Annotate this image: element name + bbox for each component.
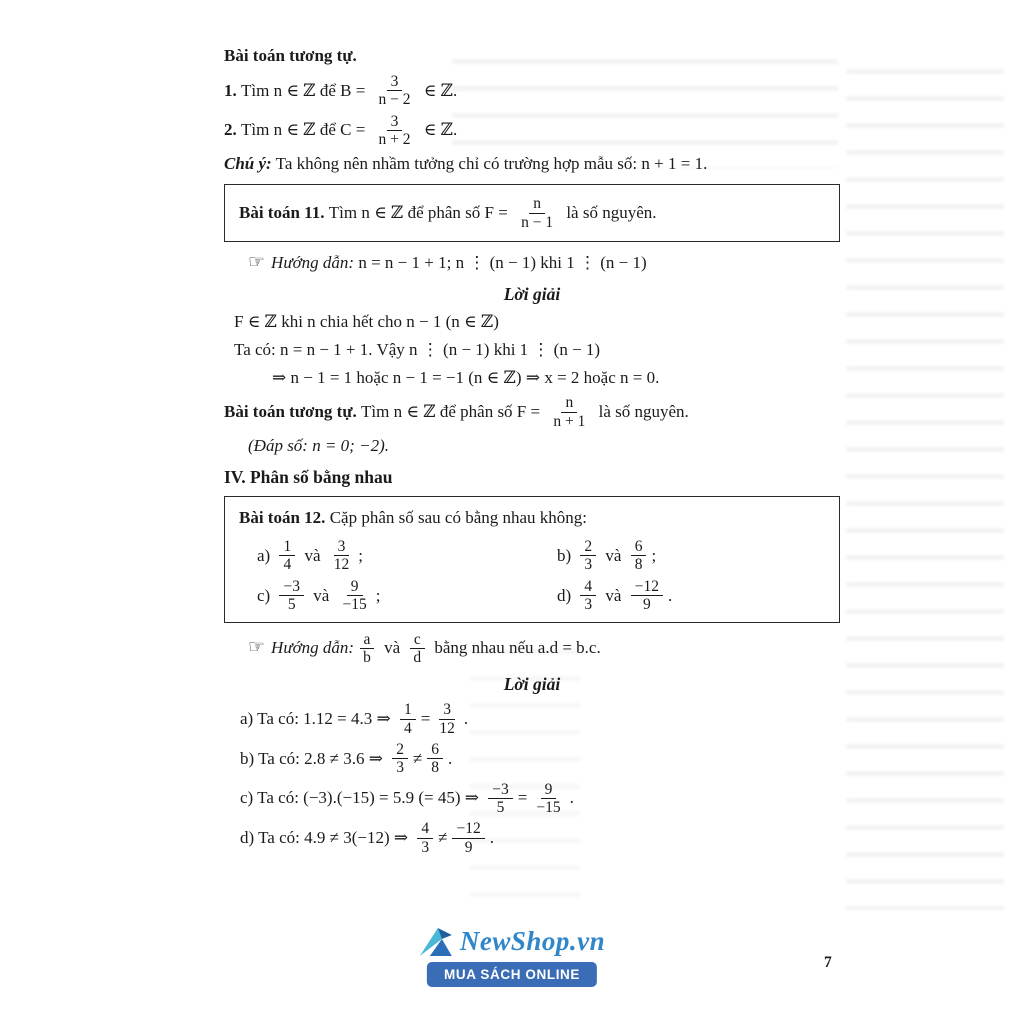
fraction-numerator: c bbox=[410, 631, 425, 649]
item-number: 1. bbox=[224, 80, 237, 100]
brand-name: NewShop.vn bbox=[459, 926, 606, 956]
fraction bbox=[549, 394, 589, 430]
pair-conjunction: và bbox=[300, 545, 325, 565]
item-number: 2. bbox=[224, 120, 237, 140]
solution-text: a) Ta có: 1.12 = 4.3 ⇒ bbox=[240, 708, 395, 728]
pair-label: d) bbox=[557, 585, 576, 605]
fraction-numerator: 9 bbox=[347, 578, 363, 596]
fraction-denominator: 3 bbox=[584, 596, 593, 614]
fraction bbox=[392, 741, 408, 777]
fraction-numerator: 3 bbox=[439, 701, 455, 719]
fraction-denominator: n + 1 bbox=[553, 412, 586, 430]
fraction bbox=[339, 578, 371, 614]
problem-12-text: Cặp phân số sau có bằng nhau không: bbox=[325, 508, 588, 528]
fraction bbox=[400, 701, 416, 737]
solution-11-line-1: F ∈ ℤ khi n chia hết cho n − 1 (n ∈ ℤ) bbox=[234, 311, 499, 331]
solution-text: d) Ta có: 4.9 ≠ 3(−12) ⇒ bbox=[240, 828, 413, 848]
fraction-denominator: n − 1 bbox=[521, 213, 554, 231]
solution-12-line-c bbox=[240, 781, 840, 817]
fraction bbox=[452, 820, 484, 856]
fraction-denominator: 4 bbox=[404, 719, 412, 737]
fraction-numerator: 2 bbox=[392, 741, 408, 759]
page-number: 7 bbox=[824, 954, 832, 971]
fraction-denominator: −15 bbox=[342, 596, 367, 614]
solution-text: b) Ta có: 2.8 ≠ 3.6 ⇒ bbox=[240, 748, 388, 768]
fraction-numerator: 9 bbox=[541, 781, 557, 799]
fraction bbox=[375, 113, 415, 149]
fraction bbox=[532, 781, 564, 817]
pair-punct: ; bbox=[358, 545, 363, 565]
guide-text: bằng nhau nếu a.d = b.c. bbox=[430, 638, 601, 658]
guide-conjunction: và bbox=[379, 638, 405, 658]
fraction-numerator: −12 bbox=[631, 578, 663, 596]
answer-line: (Đáp số: n = 0; −2). bbox=[248, 436, 389, 456]
relation-sign: = bbox=[420, 708, 431, 728]
pair-punct: ; bbox=[375, 585, 381, 605]
similar-problem-2 bbox=[224, 113, 840, 149]
fraction bbox=[631, 578, 663, 614]
fraction bbox=[375, 73, 415, 109]
relation-sign: ≠ bbox=[438, 828, 448, 848]
fraction-pairs bbox=[239, 534, 825, 615]
similar-problem-f bbox=[224, 394, 840, 430]
guide-label: Hướng dẫn: bbox=[271, 638, 355, 658]
solution-11-line-3: ⇒ n − 1 = 1 hoặc n − 1 = −1 (n ∈ ℤ) ⇒ x = 2 hoặc n = 0. bbox=[272, 367, 660, 387]
similar-text-suffix: là số nguyên. bbox=[594, 402, 689, 422]
fraction-denominator: d bbox=[413, 648, 422, 666]
newshop-arrow-icon bbox=[419, 927, 453, 957]
solution-12-line-d bbox=[240, 820, 840, 856]
logo-row bbox=[419, 926, 605, 957]
relation-sign: = bbox=[517, 788, 528, 808]
fraction bbox=[488, 781, 513, 817]
fraction-denominator: 5 bbox=[496, 799, 505, 817]
fraction-numerator: −3 bbox=[279, 578, 304, 596]
fraction-numerator: n bbox=[529, 195, 545, 213]
fraction bbox=[330, 538, 354, 574]
problem-text-suffix: ∈ ℤ. bbox=[419, 120, 458, 140]
solution-12-line-b bbox=[240, 741, 840, 777]
solution-text: c) Ta có: (−3).(−15) = 5.9 (= 45) ⇒ bbox=[240, 788, 484, 808]
fraction bbox=[359, 631, 375, 667]
pair-label: c) bbox=[257, 585, 275, 605]
guide-11-line bbox=[248, 250, 840, 276]
problem-11-box bbox=[224, 184, 840, 242]
fraction-denominator: 3 bbox=[421, 838, 430, 856]
problem-12-title: Bài toán 12. bbox=[239, 508, 326, 528]
fraction-numerator: 3 bbox=[387, 73, 403, 91]
note-text: Ta không nên nhầm tưởng chỉ có trường hợp mẫu số: n + 1 = 1. bbox=[271, 154, 708, 174]
page-content bbox=[224, 40, 840, 860]
fraction-numerator: 6 bbox=[427, 741, 443, 759]
fraction-numerator: 3 bbox=[387, 113, 403, 131]
problem-11-title: Bài toán 11. bbox=[239, 202, 325, 222]
fraction bbox=[435, 701, 459, 737]
fraction bbox=[517, 195, 557, 231]
pair-label: a) bbox=[257, 545, 275, 565]
problem-11-text-suffix: là số nguyên. bbox=[562, 202, 657, 222]
pair-punct: . bbox=[667, 585, 673, 605]
fraction-denominator: 5 bbox=[287, 596, 296, 614]
fraction bbox=[580, 578, 596, 614]
pair-conjunction: và bbox=[601, 585, 626, 605]
fraction-numerator: 4 bbox=[417, 820, 433, 838]
problem-12-box bbox=[224, 496, 840, 622]
fraction-denominator: 3 bbox=[584, 556, 593, 574]
fraction-denominator: n − 2 bbox=[378, 91, 411, 109]
fraction-denominator: n + 2 bbox=[378, 131, 411, 149]
fraction bbox=[409, 631, 425, 667]
problem-11-statement bbox=[239, 195, 825, 231]
fraction-numerator: 6 bbox=[631, 538, 647, 556]
solution-punct: . bbox=[448, 748, 453, 768]
fraction bbox=[417, 820, 433, 856]
mua-sach-online-badge: MUA SÁCH ONLINE bbox=[427, 962, 597, 987]
pair-label: b) bbox=[557, 545, 576, 565]
problem-11-text: Tìm n ∈ ℤ để phân số F = bbox=[324, 202, 513, 222]
pointing-hand-icon: ☞ bbox=[248, 636, 266, 658]
pair-b bbox=[557, 538, 825, 574]
solution-punct: . bbox=[489, 828, 494, 848]
fraction bbox=[580, 538, 596, 574]
similar-text: Tìm n ∈ ℤ để phân số F = bbox=[356, 402, 545, 422]
solution-11-line-2: Ta có: n = n − 1 + 1. Vậy n ⋮ (n − 1) khi 1 ⋮ (n − 1) bbox=[234, 339, 601, 359]
solution-punct: . bbox=[569, 788, 574, 808]
fraction-denominator: b bbox=[363, 648, 371, 666]
fraction-numerator: 3 bbox=[334, 538, 350, 556]
fraction-denominator: 12 bbox=[439, 719, 455, 737]
publisher-logo bbox=[419, 926, 605, 987]
solution-12-title: Lời giải bbox=[503, 674, 561, 695]
pair-punct: ; bbox=[651, 545, 657, 565]
section-4-heading: IV. Phân số bằng nhau bbox=[224, 467, 393, 488]
fraction-denominator: 8 bbox=[634, 556, 643, 574]
guide-text: n = n − 1 + 1; n ⋮ (n − 1) khi 1 ⋮ (n − 1) bbox=[354, 253, 647, 273]
problem-12-statement bbox=[239, 507, 825, 530]
problem-text-suffix: ∈ ℤ. bbox=[419, 80, 458, 100]
fraction bbox=[427, 741, 443, 777]
fraction-numerator: a bbox=[360, 631, 375, 649]
fraction-denominator: −15 bbox=[536, 799, 561, 817]
bleed-through-artifact bbox=[846, 60, 1004, 910]
fraction-denominator: 4 bbox=[283, 556, 292, 574]
guide-label: Hướng dẫn: bbox=[271, 253, 355, 273]
pair-conjunction: và bbox=[601, 545, 626, 565]
guide-12-line bbox=[248, 631, 840, 667]
fraction-numerator: 4 bbox=[580, 578, 596, 596]
fraction bbox=[631, 538, 647, 574]
fraction-denominator: 9 bbox=[642, 596, 651, 614]
pair-conjunction: và bbox=[308, 585, 334, 605]
similar-problems-heading: Bài toán tương tự. bbox=[224, 46, 357, 65]
solution-12-line-a bbox=[240, 701, 840, 737]
fraction-numerator: n bbox=[561, 394, 577, 412]
fraction-denominator: 9 bbox=[464, 838, 473, 856]
fraction bbox=[279, 578, 304, 614]
pointing-hand-icon: ☞ bbox=[248, 252, 266, 274]
similar-problem-1 bbox=[224, 73, 840, 109]
fraction-denominator: 12 bbox=[333, 556, 350, 574]
solution-11-title: Lời giải bbox=[503, 283, 561, 304]
fraction-numerator: −3 bbox=[488, 781, 513, 799]
note-label: Chú ý: bbox=[224, 154, 272, 174]
pair-d bbox=[557, 578, 825, 614]
fraction-numerator: −12 bbox=[452, 820, 484, 838]
fraction-denominator: 8 bbox=[431, 759, 440, 777]
problem-text: Tìm n ∈ ℤ để C = bbox=[236, 120, 370, 140]
fraction-numerator: 1 bbox=[400, 701, 416, 719]
relation-sign: ≠ bbox=[412, 748, 423, 768]
pair-c bbox=[257, 578, 557, 614]
pair-a bbox=[257, 538, 557, 574]
solution-punct: . bbox=[463, 708, 469, 728]
fraction-numerator: 1 bbox=[279, 538, 295, 556]
fraction-denominator: 3 bbox=[396, 759, 404, 777]
similar-heading: Bài toán tương tự. bbox=[224, 402, 357, 422]
note-line bbox=[224, 153, 840, 176]
problem-text: Tìm n ∈ ℤ để B = bbox=[236, 80, 370, 100]
fraction bbox=[279, 538, 295, 574]
fraction-numerator: 2 bbox=[580, 538, 596, 556]
